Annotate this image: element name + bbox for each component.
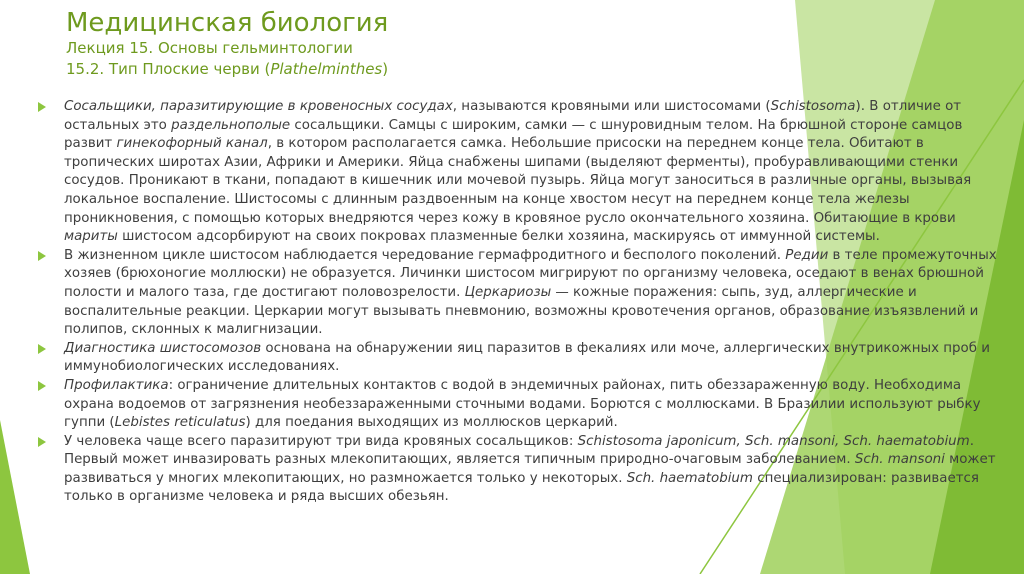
emphasized-text: Профилактика bbox=[64, 377, 169, 393]
lecture-subtitle: Лекция 15. Основы гельминтологии bbox=[66, 39, 353, 57]
body-text: — кожные поражения: сыпь, зуд, аллергические и воспалительные реакции. Церкарии могут вызывать пневмонию, возможны кровотечения органов, образование изъязвлений и полипов, склонных к малигнизации. bbox=[64, 284, 979, 338]
emphasized-text: Редии bbox=[785, 247, 829, 263]
slide-header bbox=[66, 8, 388, 80]
body-text: , называются кровяными или шистосомами ( bbox=[452, 99, 771, 114]
emphasized-text: Диагностика шистосомозов bbox=[64, 340, 262, 356]
emphasized-text: Schistosoma bbox=[770, 99, 856, 114]
body-text: В жизненном цикле шистосом наблюдается чередование гермафродитного и бесполого поколений. bbox=[64, 247, 786, 263]
body-text: У человека чаще всего паразитируют три вида кровяных сосальщиков: bbox=[64, 433, 578, 449]
body-text: основана на обнаружении яиц паразитов в фекалиях или моче, аллергических внутрикожных проб и иммунобиологических исследованиях. bbox=[64, 340, 990, 375]
triangle-bullet-icon bbox=[38, 251, 46, 261]
bullet-paragraph bbox=[38, 433, 1000, 507]
body-text: специализирован: развивается только в организме человека и ряда высших обезьян. bbox=[64, 470, 979, 505]
triangle-bullet-icon bbox=[38, 437, 46, 447]
bullet-paragraph bbox=[38, 247, 1000, 340]
emphasized-text: Sch. haematobium bbox=[626, 470, 753, 486]
section-subtitle-latin: Plathelminthes bbox=[270, 60, 383, 78]
bullet-paragraph bbox=[38, 98, 1000, 247]
emphasized-text: Lebistes reticulatus bbox=[114, 415, 246, 431]
bullet-paragraph bbox=[38, 340, 1000, 377]
body-text: шистосом адсорбируют на своих покровах плазменные белки хозяина, маскируясь от иммунной системы. bbox=[117, 229, 880, 245]
emphasized-text: раздельнополые bbox=[171, 117, 291, 133]
slide-title: Медицинская биология bbox=[66, 8, 389, 38]
emphasized-text: Сосальщики, паразитирующие в кровеносных сосудах bbox=[64, 99, 453, 114]
body-text: , в котором располагается самка. Небольшие присоски на переднем конце тела. Обитают в тропических широтах Азии, Африки и Америки. Яйца снабжены шипами (выделяют ферменты), пробуравливающими стенки сосудов. Проникают в ткани, попадают в кишечник или мочевой пузырь. Яйца могут заноситься в различные органы, вызывая локальное воспаление. Шистосомы с длинным раздвоенным на конце хвостом несут на переднем конце тела железы проникновения, с помощью которых внедряются через кожу в кровяное русло окончательного хозяина. Обитающие в крови bbox=[64, 136, 972, 226]
section-subtitle-suffix: ) bbox=[382, 60, 389, 78]
emphasized-text: Sch. mansoni bbox=[854, 452, 945, 468]
emphasized-text: Schistosoma japonicum, Sch. mansoni, Sch. haematobium bbox=[577, 433, 970, 449]
triangle-bullet-icon bbox=[38, 344, 46, 354]
section-subtitle bbox=[66, 59, 388, 80]
body-text: ). В отличие от остальных это bbox=[64, 99, 962, 133]
left-green-facet bbox=[0, 420, 30, 574]
body-text: в теле промежуточных хозяев (брюхоногие моллюски) не образуется. Личинки шистосом мигрируют по организму человека, оседают в венах брюшной полости и малого таза, где достигают половозрелости. bbox=[64, 247, 997, 300]
body-text: ) для поедания выходящих из моллюсков церкарий. bbox=[245, 415, 618, 431]
body-text: : ограничение длительных контактов с водой в эндемичных районах, пить обеззараженную воду. Необходима охрана водоемов от загрязнения необеззараженными сточными водами. Борются с моллюсками. В Бразилии используют рыбку гуппи ( bbox=[64, 377, 981, 431]
emphasized-text: гинекофорный канал bbox=[116, 136, 268, 152]
section-subtitle-prefix: 15.2. Тип Плоские черви ( bbox=[66, 60, 271, 78]
body-text: может развиваться у многих млекопитающих, но размножается только у некоторых. bbox=[64, 452, 996, 486]
bullet-list bbox=[38, 98, 1000, 507]
body-text: . Первый может инвазировать разных млекопитающих, является типичным природно-очаговым заболеванием. bbox=[64, 433, 974, 468]
bullet-paragraph bbox=[38, 377, 1000, 433]
emphasized-text: мариты bbox=[64, 229, 118, 245]
triangle-bullet-icon bbox=[38, 381, 46, 391]
body-text: сосальщики. Самцы с широким, самки — с шнуровидным телом. На брюшной стороне самцов развит bbox=[64, 117, 963, 152]
triangle-bullet-icon bbox=[38, 102, 46, 112]
emphasized-text: Церкариозы bbox=[464, 284, 552, 300]
